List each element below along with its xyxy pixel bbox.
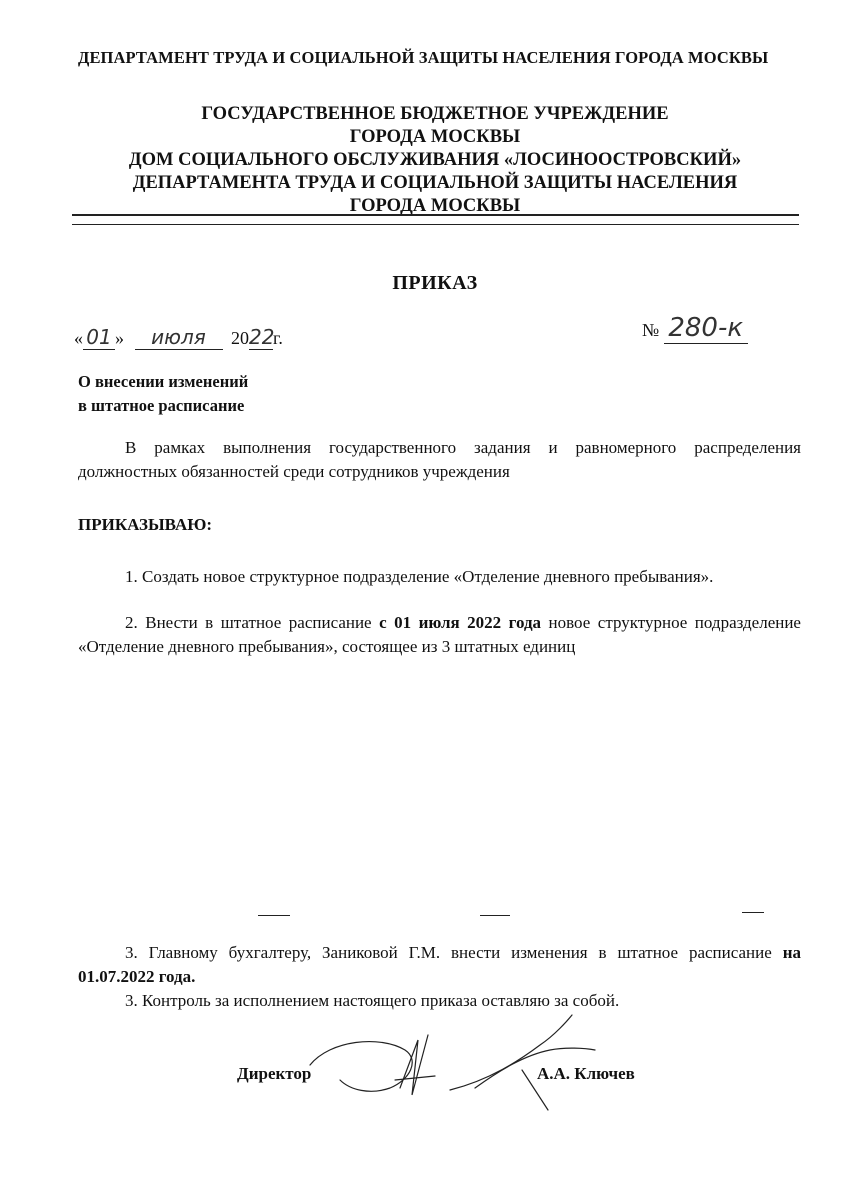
org-line: ГОРОДА МОСКВЫ	[349, 127, 521, 147]
date-open-quote: «	[74, 328, 83, 348]
org-line: ГОРОДА МОСКВЫ	[349, 196, 521, 216]
number-label: №	[642, 320, 660, 340]
department-header: ДЕПАРТАМЕНТ ТРУДА И СОЦИАЛЬНОЙ ЗАЩИТЫ НАСЕЛЕНИЯ ГОРОДА МОСКВЫ	[78, 48, 769, 67]
date-year-prefix: 20	[231, 328, 249, 348]
item-4: 3. Контроль за исполнением настоящего приказа оставляю за собой.	[125, 991, 620, 1010]
stray-dash	[480, 915, 510, 916]
org-line: ГОСУДАРСТВЕННОЕ БЮДЖЕТНОЕ УЧРЕЖДЕНИЕ	[201, 104, 669, 124]
item-2	[78, 611, 801, 659]
header-rule-thick	[72, 214, 799, 216]
date-year-suffix: 22	[249, 325, 275, 349]
org-line: ДОМ СОЦИАЛЬНОГО ОБСЛУЖИВАНИЯ «ЛОСИНООСТРОВСКИЙ»	[128, 150, 742, 170]
organization-name	[70, 103, 800, 218]
signature-name: А.А. Ключев	[537, 1064, 635, 1083]
order-date	[74, 325, 283, 350]
cut-off-line	[78, 659, 801, 665]
item-2-pre: 2. Внести в штатное расписание	[125, 613, 380, 632]
date-year-mark: г.	[273, 328, 283, 348]
subject-line: в штатное расписание	[78, 396, 245, 415]
item-1: 1. Создать новое структурное подразделение «Отделение дневного пребывания».	[125, 567, 714, 586]
header-rule-thin	[72, 224, 799, 225]
preamble: В рамках выполнения государственного задания и равномерного распределения должностных обязанностей среди сотрудников учреждения	[78, 438, 801, 481]
date-month: июля	[135, 325, 223, 350]
handwritten-signature	[300, 1010, 600, 1120]
number-value: 280-к	[664, 313, 748, 344]
item-3-bold: на 01.07.2022 года.	[78, 943, 801, 986]
order-word: ПРИКАЗЫВАЮ:	[78, 515, 213, 534]
stray-dash	[742, 912, 764, 913]
signature-title: Директор	[237, 1064, 312, 1083]
item-3	[78, 941, 801, 989]
item-2-bold: с 01 июля 2022 года	[379, 613, 542, 632]
item-2-post: новое структурное подразделение «Отделение дневного пребывания», состоящее из 3 штатных единиц	[78, 613, 801, 656]
item-3-pre: 3. Главному бухгалтеру, Заниковой Г.М. внести изменения в штатное расписание	[125, 943, 783, 962]
order-number	[642, 313, 748, 344]
subject-line: О внесении изменений	[78, 372, 249, 391]
order-subject	[78, 370, 248, 418]
date-close-quote: »	[115, 328, 124, 348]
stray-dash	[258, 915, 290, 916]
document-title: ПРИКАЗ	[392, 272, 478, 294]
org-line: ДЕПАРТАМЕНТА ТРУДА И СОЦИАЛЬНОЙ ЗАЩИТЫ НАСЕЛЕНИЯ	[132, 173, 738, 193]
date-day: 01	[83, 325, 115, 350]
